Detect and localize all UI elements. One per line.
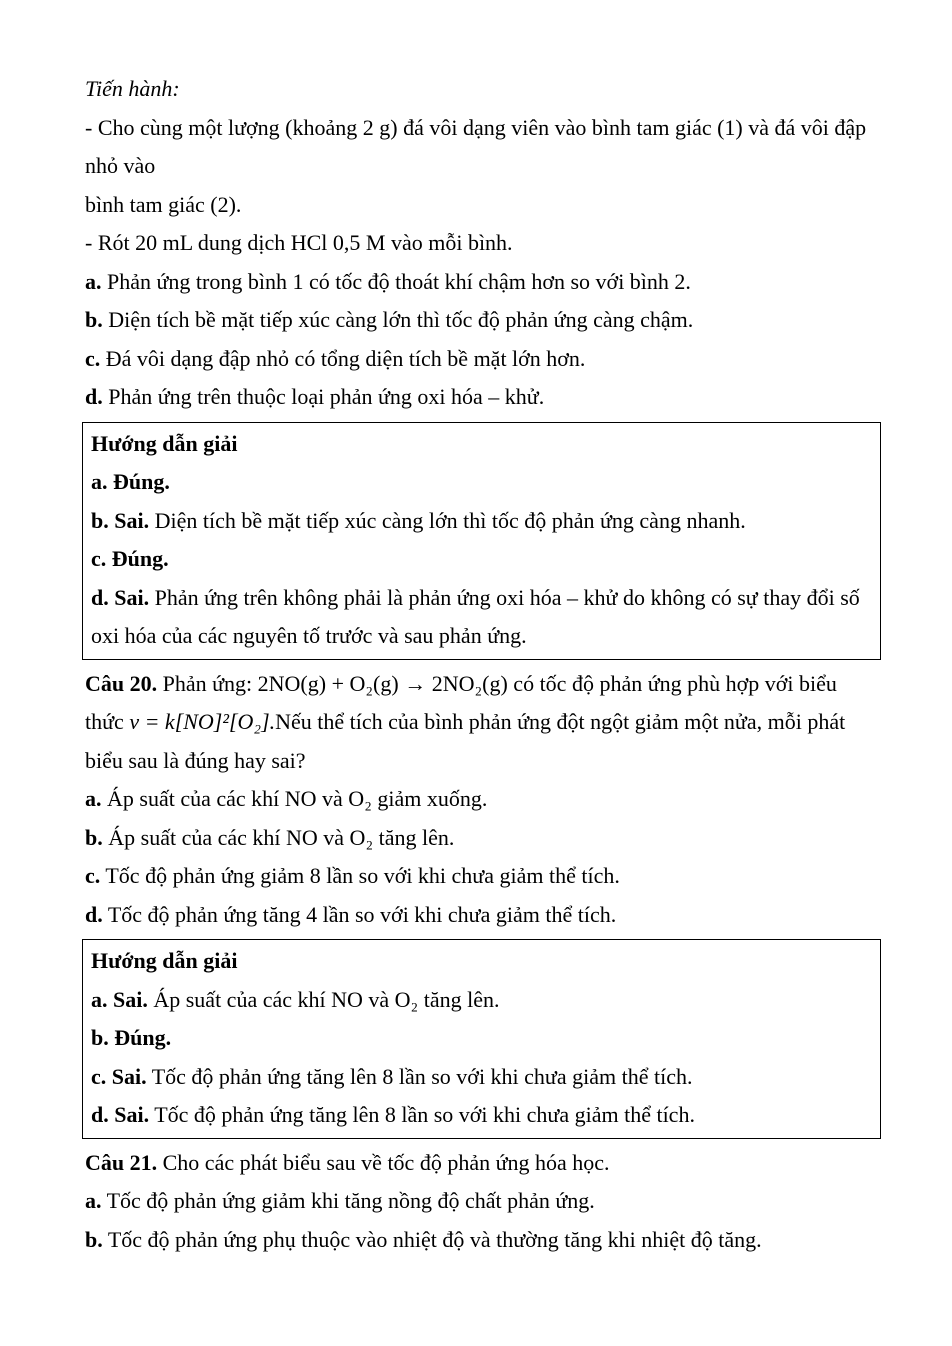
statement-text: Diện tích bề mặt tiếp xúc càng lớn thì tốc độ phản ứng càng chậm.	[102, 307, 694, 332]
statement-q19-b	[85, 301, 874, 340]
statement-text: Phản ứng trên thuộc loại phản ứng oxi hóa – khử.	[102, 384, 545, 409]
statement-q20-c	[85, 857, 874, 896]
solution-verdict: b. Đúng.	[91, 1025, 172, 1050]
solution-explanation: Tốc độ phản ứng tăng lên 8 lần so với khi chưa giảm thể tích.	[149, 1102, 695, 1127]
procedure-heading: Tiến hành:	[85, 76, 180, 101]
statement-text: Tốc độ phản ứng giảm khi tăng nồng độ chất phản ứng.	[101, 1188, 595, 1213]
statement-q20-b	[85, 819, 874, 858]
rate-law-formula: v = k[NO]²[O₂].	[129, 709, 276, 734]
statement-label: b.	[85, 1226, 103, 1252]
solution-item-a	[91, 463, 870, 502]
statement-q19-a	[85, 263, 874, 302]
statement-label: b.	[85, 824, 103, 850]
solution-explanation: Tốc độ phản ứng tăng lên 8 lần so với khi chưa giảm thể tích.	[146, 1063, 693, 1089]
statement-label: a.	[85, 268, 102, 294]
statement-label: c.	[85, 345, 101, 371]
question-number: Câu 21.	[85, 1149, 158, 1175]
question-20	[85, 665, 874, 781]
solution-item-c	[91, 1058, 870, 1097]
solution-verdict: a. Sai.	[91, 986, 148, 1012]
question-text: Nếu thể tích của bình phản ứng đột ngột giảm một nửa, mỗi phát biểu sau là đúng hay sai?	[85, 709, 846, 773]
procedure-step-1-cont: bình tam giác (2).	[85, 191, 242, 217]
statement-q19-c	[85, 340, 874, 379]
solution-verdict: d. Sai.	[91, 584, 150, 610]
solution-box-q20	[82, 939, 881, 1139]
solution-heading-text: Hướng dẫn giải	[91, 948, 238, 973]
statement-label: d.	[85, 901, 103, 927]
question-text: Phản ứng: 2NO(g) + O₂(g) → 2NO₂(g) có tốc độ phản ứng phù hợp với biểu thức	[85, 670, 837, 734]
statement-q20-a	[85, 780, 874, 819]
statement-text: Áp suất của các khí NO và O₂ giảm xuống.	[101, 786, 488, 811]
question-number: Câu 20.	[85, 670, 158, 696]
statement-q20-d	[85, 896, 874, 935]
solution-heading-text: Hướng dẫn giải	[91, 430, 238, 456]
question-21	[85, 1144, 874, 1183]
solution-heading	[91, 425, 870, 464]
statement-q21-b	[85, 1221, 874, 1260]
statement-text: Tốc độ phản ứng giảm 8 lần so với khi chưa giảm thể tích.	[100, 863, 620, 888]
solution-explanation: Diện tích bề mặt tiếp xúc càng lớn thì tốc độ phản ứng càng nhanh.	[149, 507, 746, 533]
statement-label: b.	[85, 307, 103, 332]
statement-q19-d	[85, 378, 874, 417]
solution-item-b	[91, 502, 870, 541]
question-text: Cho các phát biểu sau về tốc độ phản ứng hóa học.	[157, 1149, 610, 1175]
statement-text: Tốc độ phản ứng phụ thuộc vào nhiệt độ và thường tăng khi nhiệt độ tăng.	[102, 1226, 762, 1252]
solution-item-d	[91, 579, 870, 656]
solution-heading	[91, 942, 870, 981]
procedure-step-1: - Cho cùng một lượng (khoảng 2 g) đá vôi dạng viên vào bình tam giác (1) và đá vôi đập nhỏ vào	[85, 114, 867, 178]
statement-label: a.	[85, 786, 102, 811]
statement-text: Tốc độ phản ứng tăng 4 lần so với khi chưa giảm thể tích.	[102, 901, 617, 927]
statement-label: d.	[85, 384, 103, 409]
solution-verdict: c. Sai.	[91, 1063, 147, 1089]
statement-text: Đá vôi dạng đập nhỏ có tổng diện tích bề mặt lớn hơn.	[100, 345, 586, 371]
solution-item-a	[91, 981, 870, 1020]
statement-label: c.	[85, 863, 101, 888]
statement-q21-a	[85, 1182, 874, 1221]
procedure-step-2: - Rót 20 mL dung dịch HCl 0,5 M vào mỗi bình.	[85, 230, 513, 255]
statement-label: a.	[85, 1188, 102, 1213]
solution-verdict: c. Đúng.	[91, 546, 169, 571]
solution-verdict: a. Đúng.	[91, 469, 170, 494]
statement-text: Áp suất của các khí NO và O₂ tăng lên.	[102, 824, 455, 850]
solution-item-b	[91, 1019, 870, 1058]
solution-item-c	[91, 540, 870, 579]
solution-verdict: b. Sai.	[91, 507, 150, 533]
solution-explanation: Phản ứng trên không phải là phản ứng oxi hóa – khử do không có sự thay đổi số oxi hóa của các nguyên tố trước và sau phản ứng.	[91, 584, 860, 648]
solution-item-d	[91, 1096, 870, 1135]
statement-text: Phản ứng trong bình 1 có tốc độ thoát khí chậm hơn so với bình 2.	[101, 268, 691, 294]
solution-box-q19	[82, 422, 881, 660]
solution-verdict: d. Sai.	[91, 1102, 150, 1127]
solution-explanation: Áp suất của các khí NO và O₂ tăng lên.	[147, 986, 500, 1012]
